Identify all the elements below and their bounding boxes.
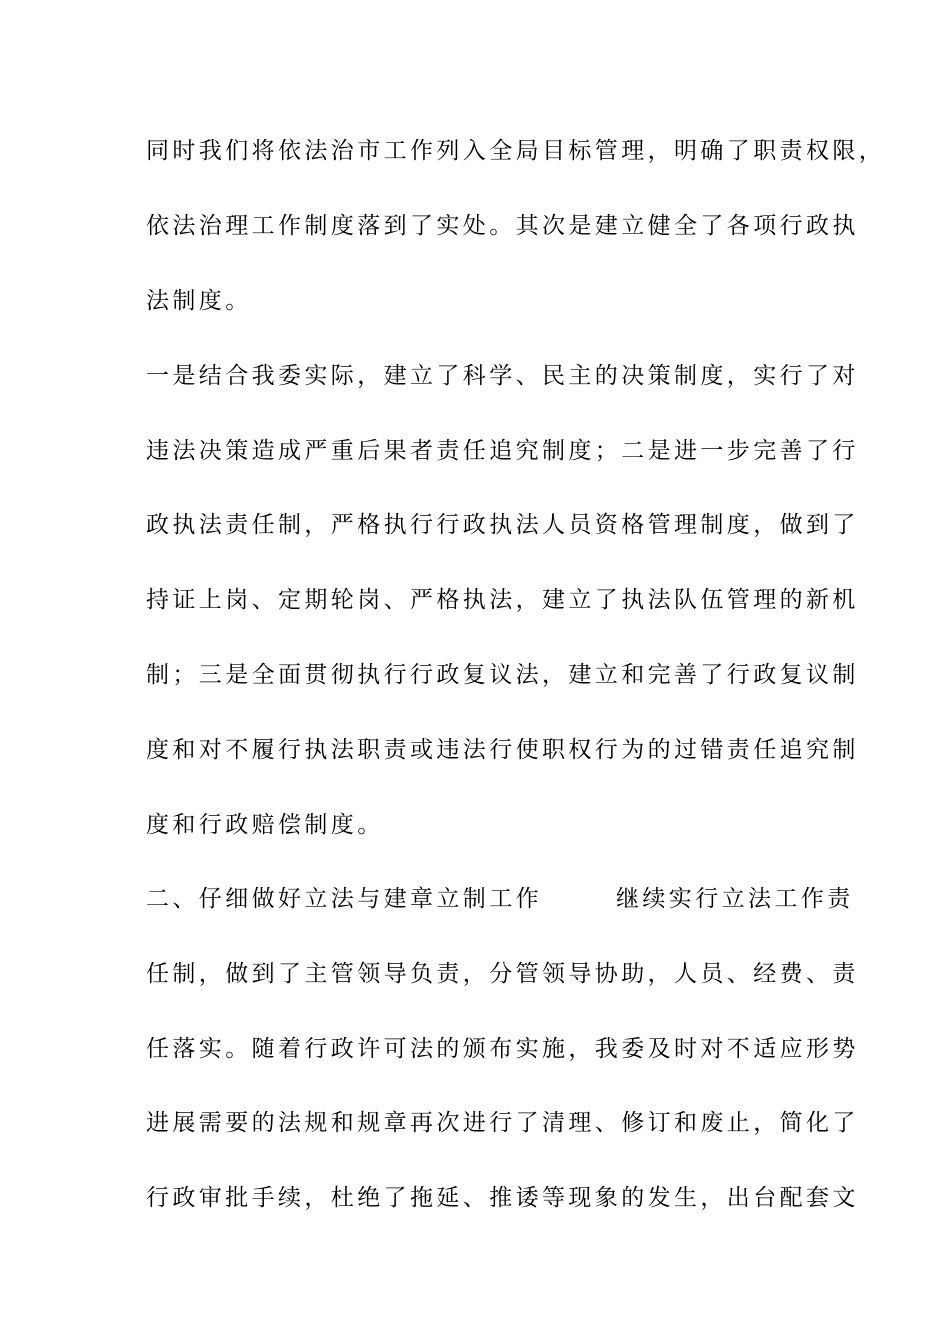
text-line: 持证上岗、定期轮岗、严格执法，建立了执法队伍管理的新机 [146, 587, 859, 613]
text-line: 法制度。 [146, 288, 252, 314]
text-line: 政执法责任制，严格执行行政执法人员资格管理制度，做到了 [146, 512, 859, 538]
heading-continuation: 继续实行立法工作责 [616, 886, 854, 912]
text-line: 度和对不履行执法职责或违法行使职权行为的过错责任追究制 [146, 737, 859, 763]
text-line: 违法决策造成严重后果者责任追究制度；二是进一步完善了行 [146, 438, 859, 464]
section-heading-line [146, 884, 854, 914]
text-line: 进展需要的法规和规章再次进行了清理、修订和废止，简化了 [146, 1110, 859, 1136]
text-line: 同时我们将依法治市工作列入全局目标管理，明确了职责权限， [146, 138, 886, 164]
section-heading: 二、仔细做好立法与建章立制工作 [146, 886, 542, 912]
text-line: 任制，做到了主管领导负责，分管领导协助，人员、经费、责 [146, 961, 859, 987]
text-line: 制；三是全面贯彻执行行政复议法，建立和完善了行政复议制 [146, 662, 859, 688]
text-line: 度和行政赔偿制度。 [146, 812, 384, 838]
text-line: 任落实。随着行政许可法的颁布实施，我委及时对不适应形势 [146, 1036, 859, 1062]
text-line: 行政审批手续，杜绝了拖延、推诿等现象的发生，出台配套文 [146, 1185, 859, 1211]
text-line: 一是结合我委实际，建立了科学、民主的决策制度，实行了对 [146, 363, 859, 389]
text-line: 依法治理工作制度落到了实处。其次是建立健全了各项行政执 [146, 213, 859, 239]
